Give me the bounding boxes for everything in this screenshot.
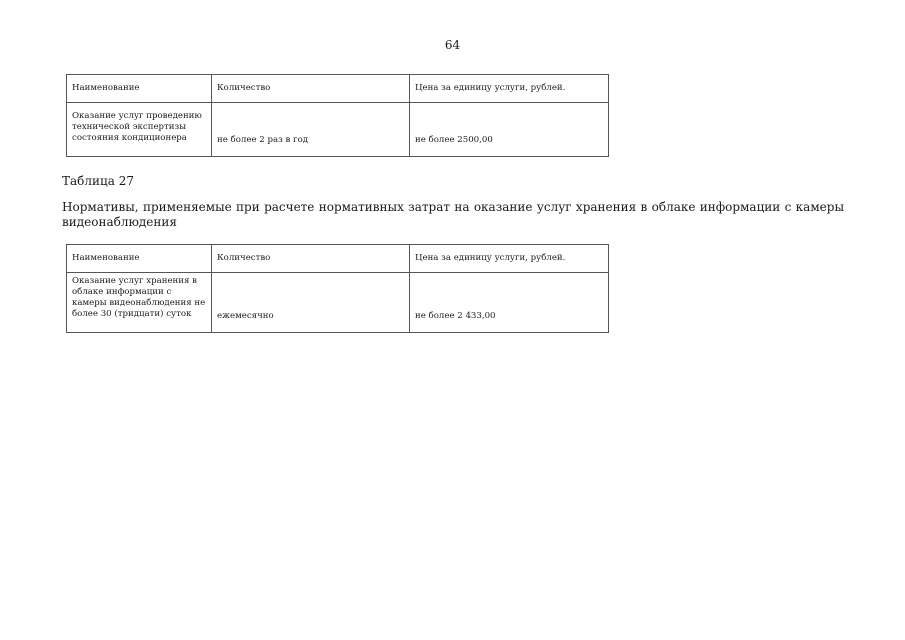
pricing-table-technical-inspection	[66, 74, 609, 157]
cell-unit-price: не более 2 433,00	[410, 273, 609, 333]
table-row	[67, 273, 609, 333]
table-heading: Нормативы, применяемые при расчете нормативных затрат на оказание услуг хранения в облаке информации с камеры видеонаблюдения	[62, 200, 844, 229]
cell-quantity: ежемесячно	[212, 273, 410, 333]
pricing-table-cloud-storage	[66, 244, 609, 333]
header-quantity: Количество	[212, 245, 410, 273]
cell-unit-price: не более 2500,00	[410, 103, 609, 157]
table-caption: Таблица 27	[62, 174, 134, 188]
header-quantity: Количество	[212, 75, 410, 103]
cell-service-name: Оказание услуг хранения в облаке информации с камеры видеонаблюдения не более 30 (тридцати) суток	[67, 273, 212, 333]
header-name: Наименование	[67, 75, 212, 103]
cell-service-name: Оказание услуг проведению технической экспертизы состояния кондиционера	[67, 103, 212, 157]
table-header-row	[67, 245, 609, 273]
table-header-row	[67, 75, 609, 103]
header-name: Наименование	[67, 245, 212, 273]
page-number: 64	[444, 38, 461, 52]
header-unit-price: Цена за единицу услуги, рублей.	[410, 75, 609, 103]
cell-quantity: не более 2 раз в год	[212, 103, 410, 157]
header-unit-price: Цена за единицу услуги, рублей.	[410, 245, 609, 273]
table-row	[67, 103, 609, 157]
